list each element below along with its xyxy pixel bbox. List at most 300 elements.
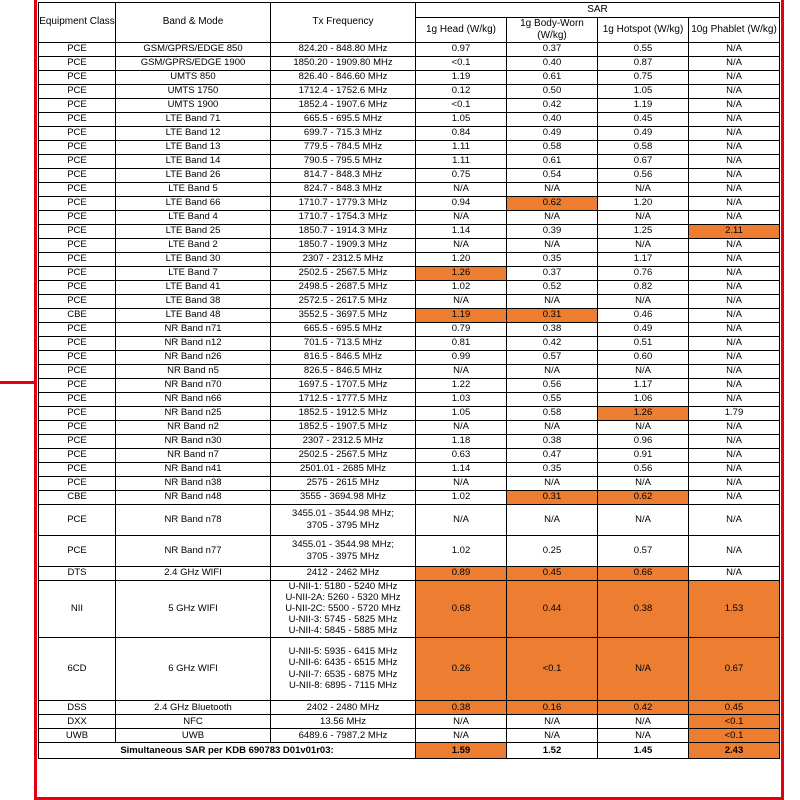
cell-1g-head: 0.12 xyxy=(416,84,507,98)
cell-10g-phablet: N/A xyxy=(689,126,780,140)
cell-1g-head: 1.02 xyxy=(416,280,507,294)
cell-1g-body-worn: 0.39 xyxy=(507,224,598,238)
cell-tx-frequency: 3455.01 - 3544.98 MHz; 3705 - 3795 MHz xyxy=(271,504,416,535)
cell-1g-head: 1.11 xyxy=(416,154,507,168)
cell-1g-head: N/A xyxy=(416,182,507,196)
cell-1g-hotspot: N/A xyxy=(598,714,689,728)
cell-tx-frequency: 779.5 - 784.5 MHz xyxy=(271,140,416,154)
table-row xyxy=(39,42,780,56)
cell-band-mode: 2.4 GHz Bluetooth xyxy=(116,700,271,714)
cell-1g-body-worn: N/A xyxy=(507,182,598,196)
cell-1g-body-worn: <0.1 xyxy=(507,637,598,700)
cell-band-mode: LTE Band 66 xyxy=(116,196,271,210)
cell-tx-frequency: 1852.5 - 1907.5 MHz xyxy=(271,420,416,434)
table-row xyxy=(39,700,780,714)
column-header-1g-head: 1g Head (W/kg) xyxy=(416,18,507,43)
cell-equipment-class: PCE xyxy=(39,112,116,126)
cell-1g-head: 0.97 xyxy=(416,42,507,56)
cell-10g-phablet: <0.1 xyxy=(689,728,780,742)
cell-equipment-class: PCE xyxy=(39,266,116,280)
cell-band-mode: LTE Band 48 xyxy=(116,308,271,322)
cell-1g-body-worn: 0.37 xyxy=(507,266,598,280)
column-header-1g-body-worn: 1g Body-Worn (W/kg) xyxy=(507,18,598,43)
table-row xyxy=(39,210,780,224)
cell-band-mode: LTE Band 30 xyxy=(116,252,271,266)
cell-tx-frequency: 824.20 - 848.80 MHz xyxy=(271,42,416,56)
cell-tx-frequency: 1852.4 - 1907.6 MHz xyxy=(271,98,416,112)
cell-band-mode: UMTS 1900 xyxy=(116,98,271,112)
page-border-left xyxy=(34,0,37,384)
cell-1g-head: 1.22 xyxy=(416,378,507,392)
cell-equipment-class: PCE xyxy=(39,238,116,252)
cell-1g-head: 1.05 xyxy=(416,406,507,420)
cell-1g-body-worn: 0.31 xyxy=(507,490,598,504)
cell-equipment-class: DXX xyxy=(39,714,116,728)
cell-equipment-class: PCE xyxy=(39,535,116,566)
cell-10g-phablet: N/A xyxy=(689,462,780,476)
cell-tx-frequency: 816.5 - 846.5 MHz xyxy=(271,350,416,364)
cell-1g-body-worn: N/A xyxy=(507,420,598,434)
cell-10g-phablet: N/A xyxy=(689,70,780,84)
cell-band-mode: NR Band n30 xyxy=(116,434,271,448)
cell-tx-frequency: 701.5 - 713.5 MHz xyxy=(271,336,416,350)
cell-equipment-class: PCE xyxy=(39,140,116,154)
cell-band-mode: 5 GHz WIFI xyxy=(116,580,271,637)
cell-1g-body-worn: 0.45 xyxy=(507,566,598,580)
cell-1g-body-worn: 0.42 xyxy=(507,98,598,112)
cell-1g-hotspot: 0.76 xyxy=(598,266,689,280)
column-header-band-mode: Band & Mode xyxy=(116,3,271,43)
cell-1g-head: 0.68 xyxy=(416,580,507,637)
cell-1g-hotspot: 0.67 xyxy=(598,154,689,168)
cell-1g-body-worn: 0.25 xyxy=(507,535,598,566)
cell-band-mode: NFC xyxy=(116,714,271,728)
cell-tx-frequency: 1710.7 - 1779.3 MHz xyxy=(271,196,416,210)
cell-equipment-class: CBE xyxy=(39,490,116,504)
page-border-notch xyxy=(0,381,37,384)
cell-band-mode: NR Band n77 xyxy=(116,535,271,566)
table-row xyxy=(39,98,780,112)
cell-equipment-class: PCE xyxy=(39,56,116,70)
cell-tx-frequency: 699.7 - 715.3 MHz xyxy=(271,126,416,140)
cell-1g-head: 1.03 xyxy=(416,392,507,406)
cell-1g-hotspot: N/A xyxy=(598,364,689,378)
table-row xyxy=(39,378,780,392)
cell-equipment-class: PCE xyxy=(39,504,116,535)
cell-tx-frequency: 826.40 - 846.60 MHz xyxy=(271,70,416,84)
cell-10g-phablet: <0.1 xyxy=(689,714,780,728)
table-row xyxy=(39,84,780,98)
table-row xyxy=(39,504,780,535)
cell-tx-frequency: 2501.01 - 2685 MHz xyxy=(271,462,416,476)
cell-equipment-class: PCE xyxy=(39,448,116,462)
cell-1g-hotspot: 1.06 xyxy=(598,392,689,406)
cell-1g-body-worn: 0.49 xyxy=(507,126,598,140)
cell-1g-head: N/A xyxy=(416,504,507,535)
cell-1g-body-worn: 0.40 xyxy=(507,112,598,126)
cell-band-mode: UWB xyxy=(116,728,271,742)
column-header-10g-phablet: 10g Phablet (W/kg) xyxy=(689,18,780,43)
cell-tx-frequency: 1850.7 - 1909.3 MHz xyxy=(271,238,416,252)
cell-total-10g-phablet: 2.43 xyxy=(689,742,780,758)
cell-band-mode: GSM/GPRS/EDGE 850 xyxy=(116,42,271,56)
column-group-header-sar: SAR xyxy=(416,3,780,18)
cell-1g-head: 0.75 xyxy=(416,168,507,182)
table-row xyxy=(39,224,780,238)
cell-1g-hotspot: N/A xyxy=(598,294,689,308)
cell-1g-head: <0.1 xyxy=(416,98,507,112)
cell-band-mode: LTE Band 4 xyxy=(116,210,271,224)
cell-10g-phablet: N/A xyxy=(689,280,780,294)
cell-10g-phablet: N/A xyxy=(689,336,780,350)
cell-1g-hotspot: 0.62 xyxy=(598,490,689,504)
table-row xyxy=(39,350,780,364)
cell-1g-hotspot: 0.58 xyxy=(598,140,689,154)
cell-1g-head: 1.11 xyxy=(416,140,507,154)
cell-1g-hotspot: 0.57 xyxy=(598,535,689,566)
cell-1g-hotspot: 1.17 xyxy=(598,378,689,392)
cell-1g-head: N/A xyxy=(416,364,507,378)
cell-1g-hotspot: 0.87 xyxy=(598,56,689,70)
cell-1g-body-worn: 0.35 xyxy=(507,462,598,476)
column-header-tx-frequency: Tx Frequency xyxy=(271,3,416,43)
cell-band-mode: LTE Band 25 xyxy=(116,224,271,238)
cell-equipment-class: PCE xyxy=(39,126,116,140)
cell-equipment-class: PCE xyxy=(39,378,116,392)
cell-equipment-class: PCE xyxy=(39,252,116,266)
table-row xyxy=(39,566,780,580)
cell-10g-phablet: N/A xyxy=(689,566,780,580)
cell-tx-frequency: 1852.5 - 1912.5 MHz xyxy=(271,406,416,420)
cell-10g-phablet: N/A xyxy=(689,252,780,266)
cell-1g-hotspot: 0.75 xyxy=(598,70,689,84)
cell-band-mode: NR Band n2 xyxy=(116,420,271,434)
table-row xyxy=(39,154,780,168)
cell-band-mode: LTE Band 14 xyxy=(116,154,271,168)
cell-1g-hotspot: 0.55 xyxy=(598,42,689,56)
cell-tx-frequency: 3552.5 - 3697.5 MHz xyxy=(271,308,416,322)
cell-equipment-class: 6CD xyxy=(39,637,116,700)
cell-equipment-class: PCE xyxy=(39,364,116,378)
cell-10g-phablet: 1.79 xyxy=(689,406,780,420)
cell-1g-head: N/A xyxy=(416,294,507,308)
cell-10g-phablet: N/A xyxy=(689,196,780,210)
cell-1g-head: 1.14 xyxy=(416,462,507,476)
cell-band-mode: LTE Band 2 xyxy=(116,238,271,252)
cell-10g-phablet: N/A xyxy=(689,168,780,182)
cell-equipment-class: PCE xyxy=(39,462,116,476)
cell-band-mode: NR Band n5 xyxy=(116,364,271,378)
cell-equipment-class: PCE xyxy=(39,350,116,364)
cell-tx-frequency: U-NII-5: 5935 - 6415 MHz U-NII-6: 6435 - 6515 MHz U-NII-7: 6535 - 6875 MHz U-NII-8: 6895 - 7115 MHz xyxy=(271,637,416,700)
cell-equipment-class: PCE xyxy=(39,322,116,336)
cell-band-mode: LTE Band 13 xyxy=(116,140,271,154)
cell-10g-phablet: N/A xyxy=(689,504,780,535)
cell-10g-phablet: 2.11 xyxy=(689,224,780,238)
cell-tx-frequency: 824.7 - 848.3 MHz xyxy=(271,182,416,196)
cell-10g-phablet: N/A xyxy=(689,378,780,392)
cell-1g-hotspot: N/A xyxy=(598,728,689,742)
table-row xyxy=(39,308,780,322)
cell-equipment-class: PCE xyxy=(39,210,116,224)
cell-1g-head: 0.81 xyxy=(416,336,507,350)
cell-1g-body-worn: 0.58 xyxy=(507,406,598,420)
cell-1g-body-worn: 0.54 xyxy=(507,168,598,182)
cell-equipment-class: PCE xyxy=(39,420,116,434)
cell-10g-phablet: N/A xyxy=(689,420,780,434)
cell-equipment-class: PCE xyxy=(39,84,116,98)
cell-band-mode: GSM/GPRS/EDGE 1900 xyxy=(116,56,271,70)
cell-band-mode: NR Band n12 xyxy=(116,336,271,350)
cell-equipment-class: DTS xyxy=(39,566,116,580)
page-border-left-lower xyxy=(34,384,37,800)
table-row xyxy=(39,490,780,504)
cell-equipment-class: PCE xyxy=(39,70,116,84)
table-row xyxy=(39,637,780,700)
cell-tx-frequency: 1712.4 - 1752.6 MHz xyxy=(271,84,416,98)
cell-1g-hotspot: 0.56 xyxy=(598,168,689,182)
table-row xyxy=(39,434,780,448)
cell-1g-head: 0.63 xyxy=(416,448,507,462)
cell-equipment-class: PCE xyxy=(39,476,116,490)
cell-tx-frequency: 665.5 - 695.5 MHz xyxy=(271,322,416,336)
table-row xyxy=(39,336,780,350)
cell-band-mode: UMTS 1750 xyxy=(116,84,271,98)
cell-10g-phablet: N/A xyxy=(689,392,780,406)
cell-band-mode: LTE Band 38 xyxy=(116,294,271,308)
cell-tx-frequency: 1712.5 - 1777.5 MHz xyxy=(271,392,416,406)
cell-1g-body-worn: 0.52 xyxy=(507,280,598,294)
cell-1g-head: 0.38 xyxy=(416,700,507,714)
cell-equipment-class: PCE xyxy=(39,280,116,294)
cell-tx-frequency: 1697.5 - 1707.5 MHz xyxy=(271,378,416,392)
cell-1g-body-worn: 0.44 xyxy=(507,580,598,637)
cell-10g-phablet: 0.45 xyxy=(689,700,780,714)
cell-1g-head: <0.1 xyxy=(416,56,507,70)
table-row xyxy=(39,420,780,434)
table-header xyxy=(39,3,780,43)
cell-total-1g-head: 1.59 xyxy=(416,742,507,758)
cell-equipment-class: PCE xyxy=(39,98,116,112)
cell-10g-phablet: N/A xyxy=(689,56,780,70)
cell-1g-head: N/A xyxy=(416,714,507,728)
cell-total-1g-body-worn: 1.52 xyxy=(507,742,598,758)
cell-tx-frequency: 2498.5 - 2687.5 MHz xyxy=(271,280,416,294)
cell-band-mode: NR Band n38 xyxy=(116,476,271,490)
cell-10g-phablet: N/A xyxy=(689,42,780,56)
cell-band-mode: LTE Band 41 xyxy=(116,280,271,294)
cell-1g-head: 0.99 xyxy=(416,350,507,364)
cell-1g-body-worn: N/A xyxy=(507,476,598,490)
cell-10g-phablet: N/A xyxy=(689,98,780,112)
cell-1g-hotspot: 0.51 xyxy=(598,336,689,350)
cell-tx-frequency: 6489.6 - 7987.2 MHz xyxy=(271,728,416,742)
cell-band-mode: NR Band n66 xyxy=(116,392,271,406)
cell-1g-body-worn: N/A xyxy=(507,504,598,535)
sar-table xyxy=(38,2,780,759)
cell-band-mode: LTE Band 71 xyxy=(116,112,271,126)
cell-1g-head: N/A xyxy=(416,728,507,742)
cell-10g-phablet: 0.67 xyxy=(689,637,780,700)
cell-1g-body-worn: 0.31 xyxy=(507,308,598,322)
cell-band-mode: 2.4 GHz WIFI xyxy=(116,566,271,580)
cell-1g-head: N/A xyxy=(416,238,507,252)
cell-tx-frequency: 790.5 - 795.5 MHz xyxy=(271,154,416,168)
cell-1g-hotspot: 0.82 xyxy=(598,280,689,294)
cell-1g-hotspot: N/A xyxy=(598,504,689,535)
table-row xyxy=(39,126,780,140)
cell-1g-hotspot: 0.49 xyxy=(598,322,689,336)
cell-tx-frequency: 2307 - 2312.5 MHz xyxy=(271,434,416,448)
cell-tx-frequency: 826.5 - 846.5 MHz xyxy=(271,364,416,378)
cell-1g-body-worn: 0.47 xyxy=(507,448,598,462)
cell-1g-hotspot: 1.17 xyxy=(598,252,689,266)
cell-band-mode: LTE Band 7 xyxy=(116,266,271,280)
cell-10g-phablet: N/A xyxy=(689,84,780,98)
cell-tx-frequency: 814.7 - 848.3 MHz xyxy=(271,168,416,182)
cell-1g-hotspot: 1.26 xyxy=(598,406,689,420)
cell-1g-body-worn: 0.62 xyxy=(507,196,598,210)
cell-1g-body-worn: 0.35 xyxy=(507,252,598,266)
cell-10g-phablet: N/A xyxy=(689,112,780,126)
cell-1g-hotspot: 0.45 xyxy=(598,112,689,126)
cell-10g-phablet: 1.53 xyxy=(689,580,780,637)
cell-tx-frequency: 2307 - 2312.5 MHz xyxy=(271,252,416,266)
cell-band-mode: NR Band n26 xyxy=(116,350,271,364)
column-header-equipment-class: Equipment Class xyxy=(39,3,116,43)
table-row xyxy=(39,238,780,252)
cell-1g-body-worn: 0.37 xyxy=(507,42,598,56)
cell-10g-phablet: N/A xyxy=(689,322,780,336)
cell-equipment-class: PCE xyxy=(39,434,116,448)
table-row xyxy=(39,535,780,566)
cell-1g-head: 1.05 xyxy=(416,112,507,126)
table-row xyxy=(39,462,780,476)
cell-10g-phablet: N/A xyxy=(689,434,780,448)
cell-equipment-class: CBE xyxy=(39,308,116,322)
cell-tx-frequency: 2412 - 2462 MHz xyxy=(271,566,416,580)
table-row xyxy=(39,728,780,742)
cell-equipment-class: PCE xyxy=(39,182,116,196)
cell-1g-head: 1.18 xyxy=(416,434,507,448)
cell-10g-phablet: N/A xyxy=(689,266,780,280)
table-body xyxy=(39,42,780,758)
cell-1g-head: 1.02 xyxy=(416,535,507,566)
cell-band-mode: NR Band n78 xyxy=(116,504,271,535)
table-row xyxy=(39,406,780,420)
cell-1g-body-worn: 0.61 xyxy=(507,70,598,84)
cell-1g-hotspot: 0.46 xyxy=(598,308,689,322)
cell-1g-hotspot: 0.60 xyxy=(598,350,689,364)
cell-10g-phablet: N/A xyxy=(689,476,780,490)
cell-1g-head: 1.02 xyxy=(416,490,507,504)
cell-1g-body-worn: 0.58 xyxy=(507,140,598,154)
cell-equipment-class: DSS xyxy=(39,700,116,714)
table-row xyxy=(39,364,780,378)
cell-1g-body-worn: N/A xyxy=(507,294,598,308)
cell-band-mode: NR Band n7 xyxy=(116,448,271,462)
cell-1g-hotspot: 0.96 xyxy=(598,434,689,448)
cell-1g-hotspot: 0.66 xyxy=(598,566,689,580)
cell-tx-frequency: 2572.5 - 2617.5 MHz xyxy=(271,294,416,308)
cell-10g-phablet: N/A xyxy=(689,448,780,462)
cell-equipment-class: PCE xyxy=(39,294,116,308)
table-row xyxy=(39,476,780,490)
cell-1g-hotspot: 0.42 xyxy=(598,700,689,714)
table-row xyxy=(39,182,780,196)
table-row-simultaneous-sar xyxy=(39,742,780,758)
cell-equipment-class: PCE xyxy=(39,336,116,350)
cell-band-mode: LTE Band 5 xyxy=(116,182,271,196)
cell-equipment-class: PCE xyxy=(39,224,116,238)
cell-1g-hotspot: 1.19 xyxy=(598,98,689,112)
cell-1g-head: 1.19 xyxy=(416,70,507,84)
simultaneous-sar-label: Simultaneous SAR per KDB 690783 D01v01r03: xyxy=(39,742,416,758)
cell-1g-body-worn: N/A xyxy=(507,238,598,252)
cell-band-mode: NR Band n71 xyxy=(116,322,271,336)
cell-total-1g-hotspot: 1.45 xyxy=(598,742,689,758)
table-row xyxy=(39,714,780,728)
cell-1g-head: N/A xyxy=(416,210,507,224)
cell-1g-head: 1.26 xyxy=(416,266,507,280)
cell-equipment-class: PCE xyxy=(39,406,116,420)
cell-1g-hotspot: 1.20 xyxy=(598,196,689,210)
table-row xyxy=(39,294,780,308)
table-row xyxy=(39,168,780,182)
cell-1g-body-worn: 0.61 xyxy=(507,154,598,168)
cell-equipment-class: PCE xyxy=(39,42,116,56)
cell-1g-hotspot: N/A xyxy=(598,210,689,224)
cell-1g-head: 1.14 xyxy=(416,224,507,238)
cell-equipment-class: UWB xyxy=(39,728,116,742)
table-row xyxy=(39,266,780,280)
table-row xyxy=(39,56,780,70)
cell-tx-frequency: 1850.7 - 1914.3 MHz xyxy=(271,224,416,238)
cell-tx-frequency: 665.5 - 695.5 MHz xyxy=(271,112,416,126)
table-row xyxy=(39,70,780,84)
cell-10g-phablet: N/A xyxy=(689,535,780,566)
cell-1g-head: 0.94 xyxy=(416,196,507,210)
cell-1g-hotspot: N/A xyxy=(598,182,689,196)
cell-band-mode: LTE Band 26 xyxy=(116,168,271,182)
cell-1g-hotspot: N/A xyxy=(598,238,689,252)
cell-band-mode: NR Band n48 xyxy=(116,490,271,504)
cell-tx-frequency: 3555 - 3694.98 MHz xyxy=(271,490,416,504)
cell-1g-hotspot: 1.25 xyxy=(598,224,689,238)
cell-10g-phablet: N/A xyxy=(689,238,780,252)
cell-1g-hotspot: 0.91 xyxy=(598,448,689,462)
table-row xyxy=(39,252,780,266)
table-row xyxy=(39,580,780,637)
cell-tx-frequency: 2402 - 2480 MHz xyxy=(271,700,416,714)
cell-1g-body-worn: N/A xyxy=(507,210,598,224)
cell-1g-hotspot: 0.56 xyxy=(598,462,689,476)
cell-equipment-class: PCE xyxy=(39,196,116,210)
cell-1g-body-worn: 0.40 xyxy=(507,56,598,70)
cell-1g-head: 0.84 xyxy=(416,126,507,140)
cell-1g-body-worn: N/A xyxy=(507,714,598,728)
cell-10g-phablet: N/A xyxy=(689,140,780,154)
cell-10g-phablet: N/A xyxy=(689,490,780,504)
cell-band-mode: NR Band n41 xyxy=(116,462,271,476)
table-row xyxy=(39,196,780,210)
page-border-right xyxy=(781,0,784,800)
cell-equipment-class: PCE xyxy=(39,168,116,182)
cell-10g-phablet: N/A xyxy=(689,350,780,364)
cell-tx-frequency: U-NII-1: 5180 - 5240 MHz U-NII-2A: 5260 - 5320 MHz U-NII-2C: 5500 - 5720 MHz U-NII-3: 5745 - 5825 MHz U-NII-4: 5845 - 5885 MHz xyxy=(271,580,416,637)
cell-band-mode: 6 GHz WIFI xyxy=(116,637,271,700)
cell-10g-phablet: N/A xyxy=(689,182,780,196)
